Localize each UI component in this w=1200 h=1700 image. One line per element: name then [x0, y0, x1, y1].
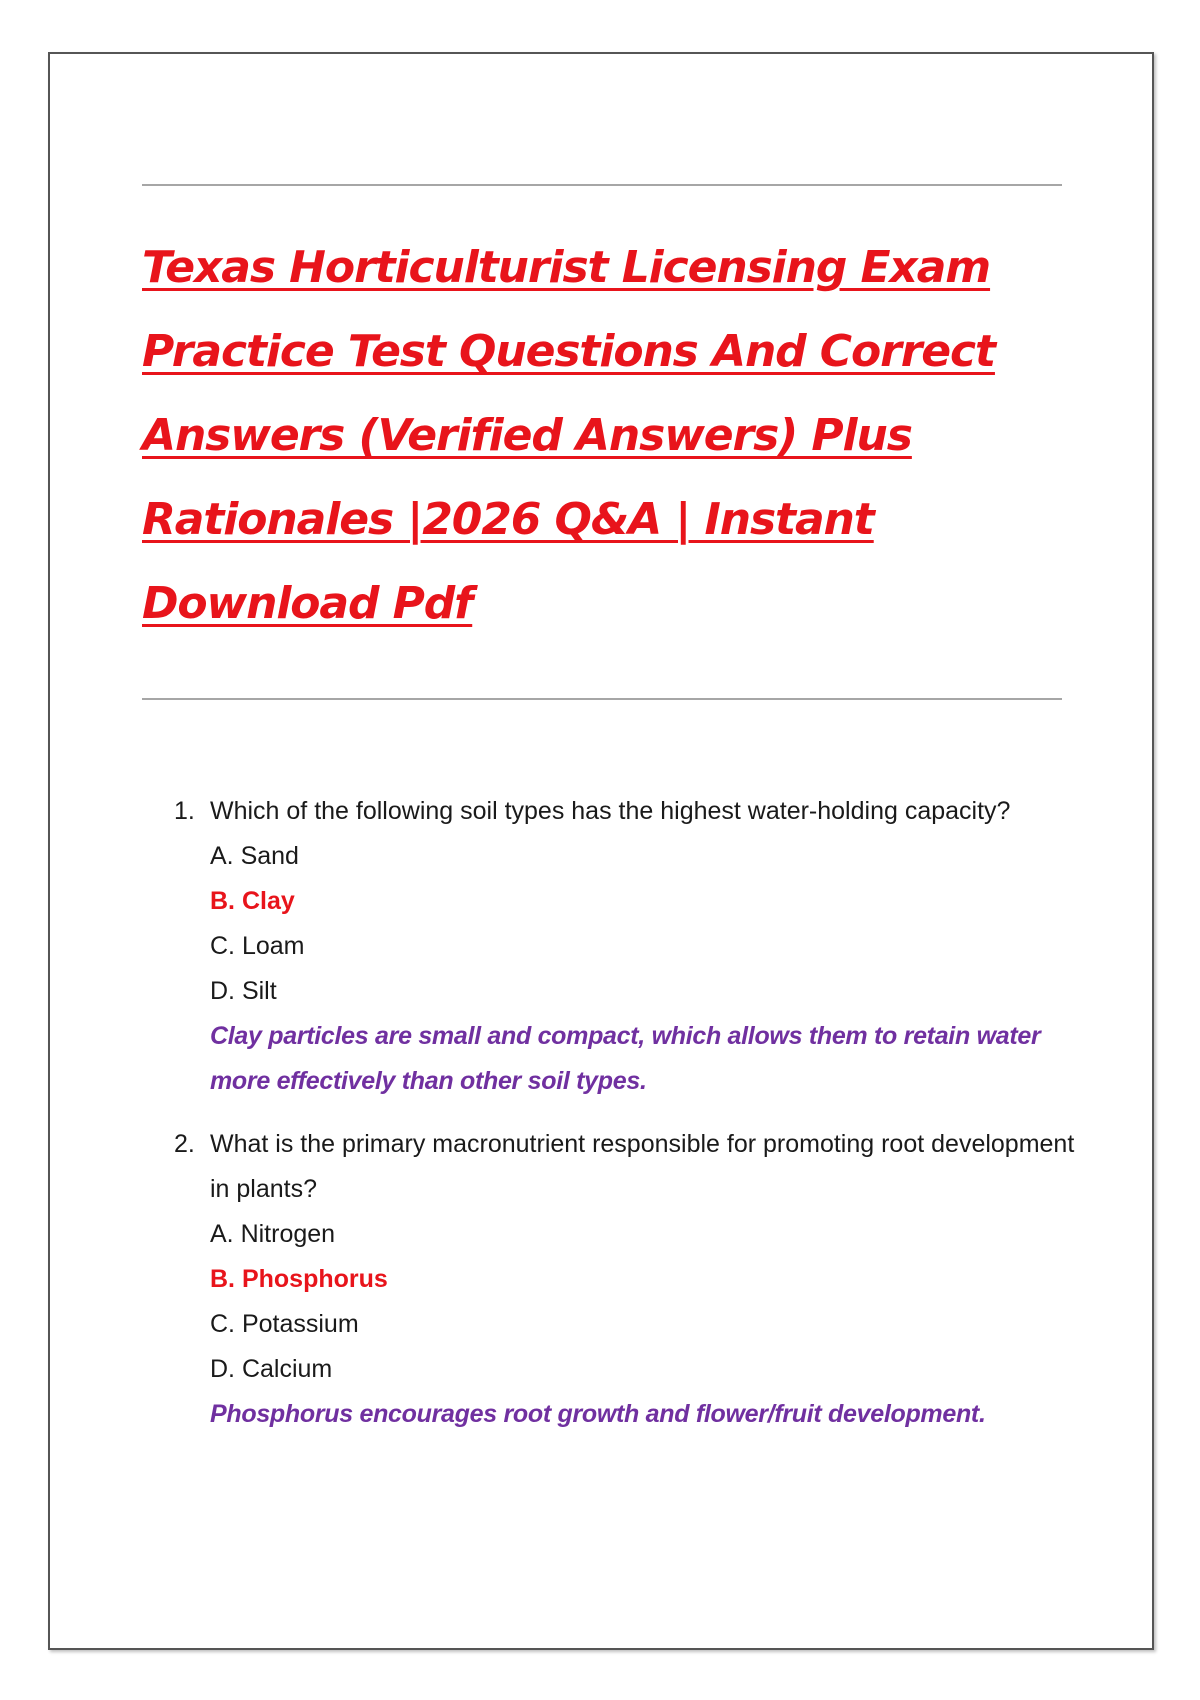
answer-option: C. Potassium: [210, 1310, 359, 1338]
answer-rationale: Phosphorus encourages root growth and flower/fruit development.: [210, 1400, 986, 1428]
correct-answer-option: B. Clay: [210, 887, 295, 915]
answer-option: A. Sand: [210, 842, 299, 870]
document-title: Texas Horticulturist Licensing Exam Practice Test Questions And Correct Answers (Verified Answers) Plus Rationales |2026 Q&A | Instant Download Pdf: [142, 242, 995, 629]
answer-option: D. Calcium: [210, 1355, 333, 1383]
answer-option: D. Silt: [210, 977, 277, 1005]
bottom-divider: [142, 698, 1062, 700]
answer-option: C. Loam: [210, 932, 305, 960]
question-item: [174, 1122, 1094, 1437]
question-text: Which of the following soil types has the highest water-holding capacity?: [210, 797, 1011, 825]
correct-answer-option: B. Phosphorus: [210, 1265, 388, 1293]
question-item: [174, 789, 1094, 1104]
question-number: 2.: [174, 1130, 195, 1158]
question-list: [174, 789, 1094, 1455]
question-number: 1.: [174, 797, 195, 825]
question-text: What is the primary macronutrient responsible for promoting root development in plants?: [210, 1130, 1075, 1203]
answer-rationale: Clay particles are small and compact, which allows them to retain water more effectively than other soil types.: [210, 1022, 1041, 1095]
top-divider: [142, 184, 1062, 186]
answer-option: A. Nitrogen: [210, 1220, 336, 1248]
document-page: [48, 52, 1154, 1650]
